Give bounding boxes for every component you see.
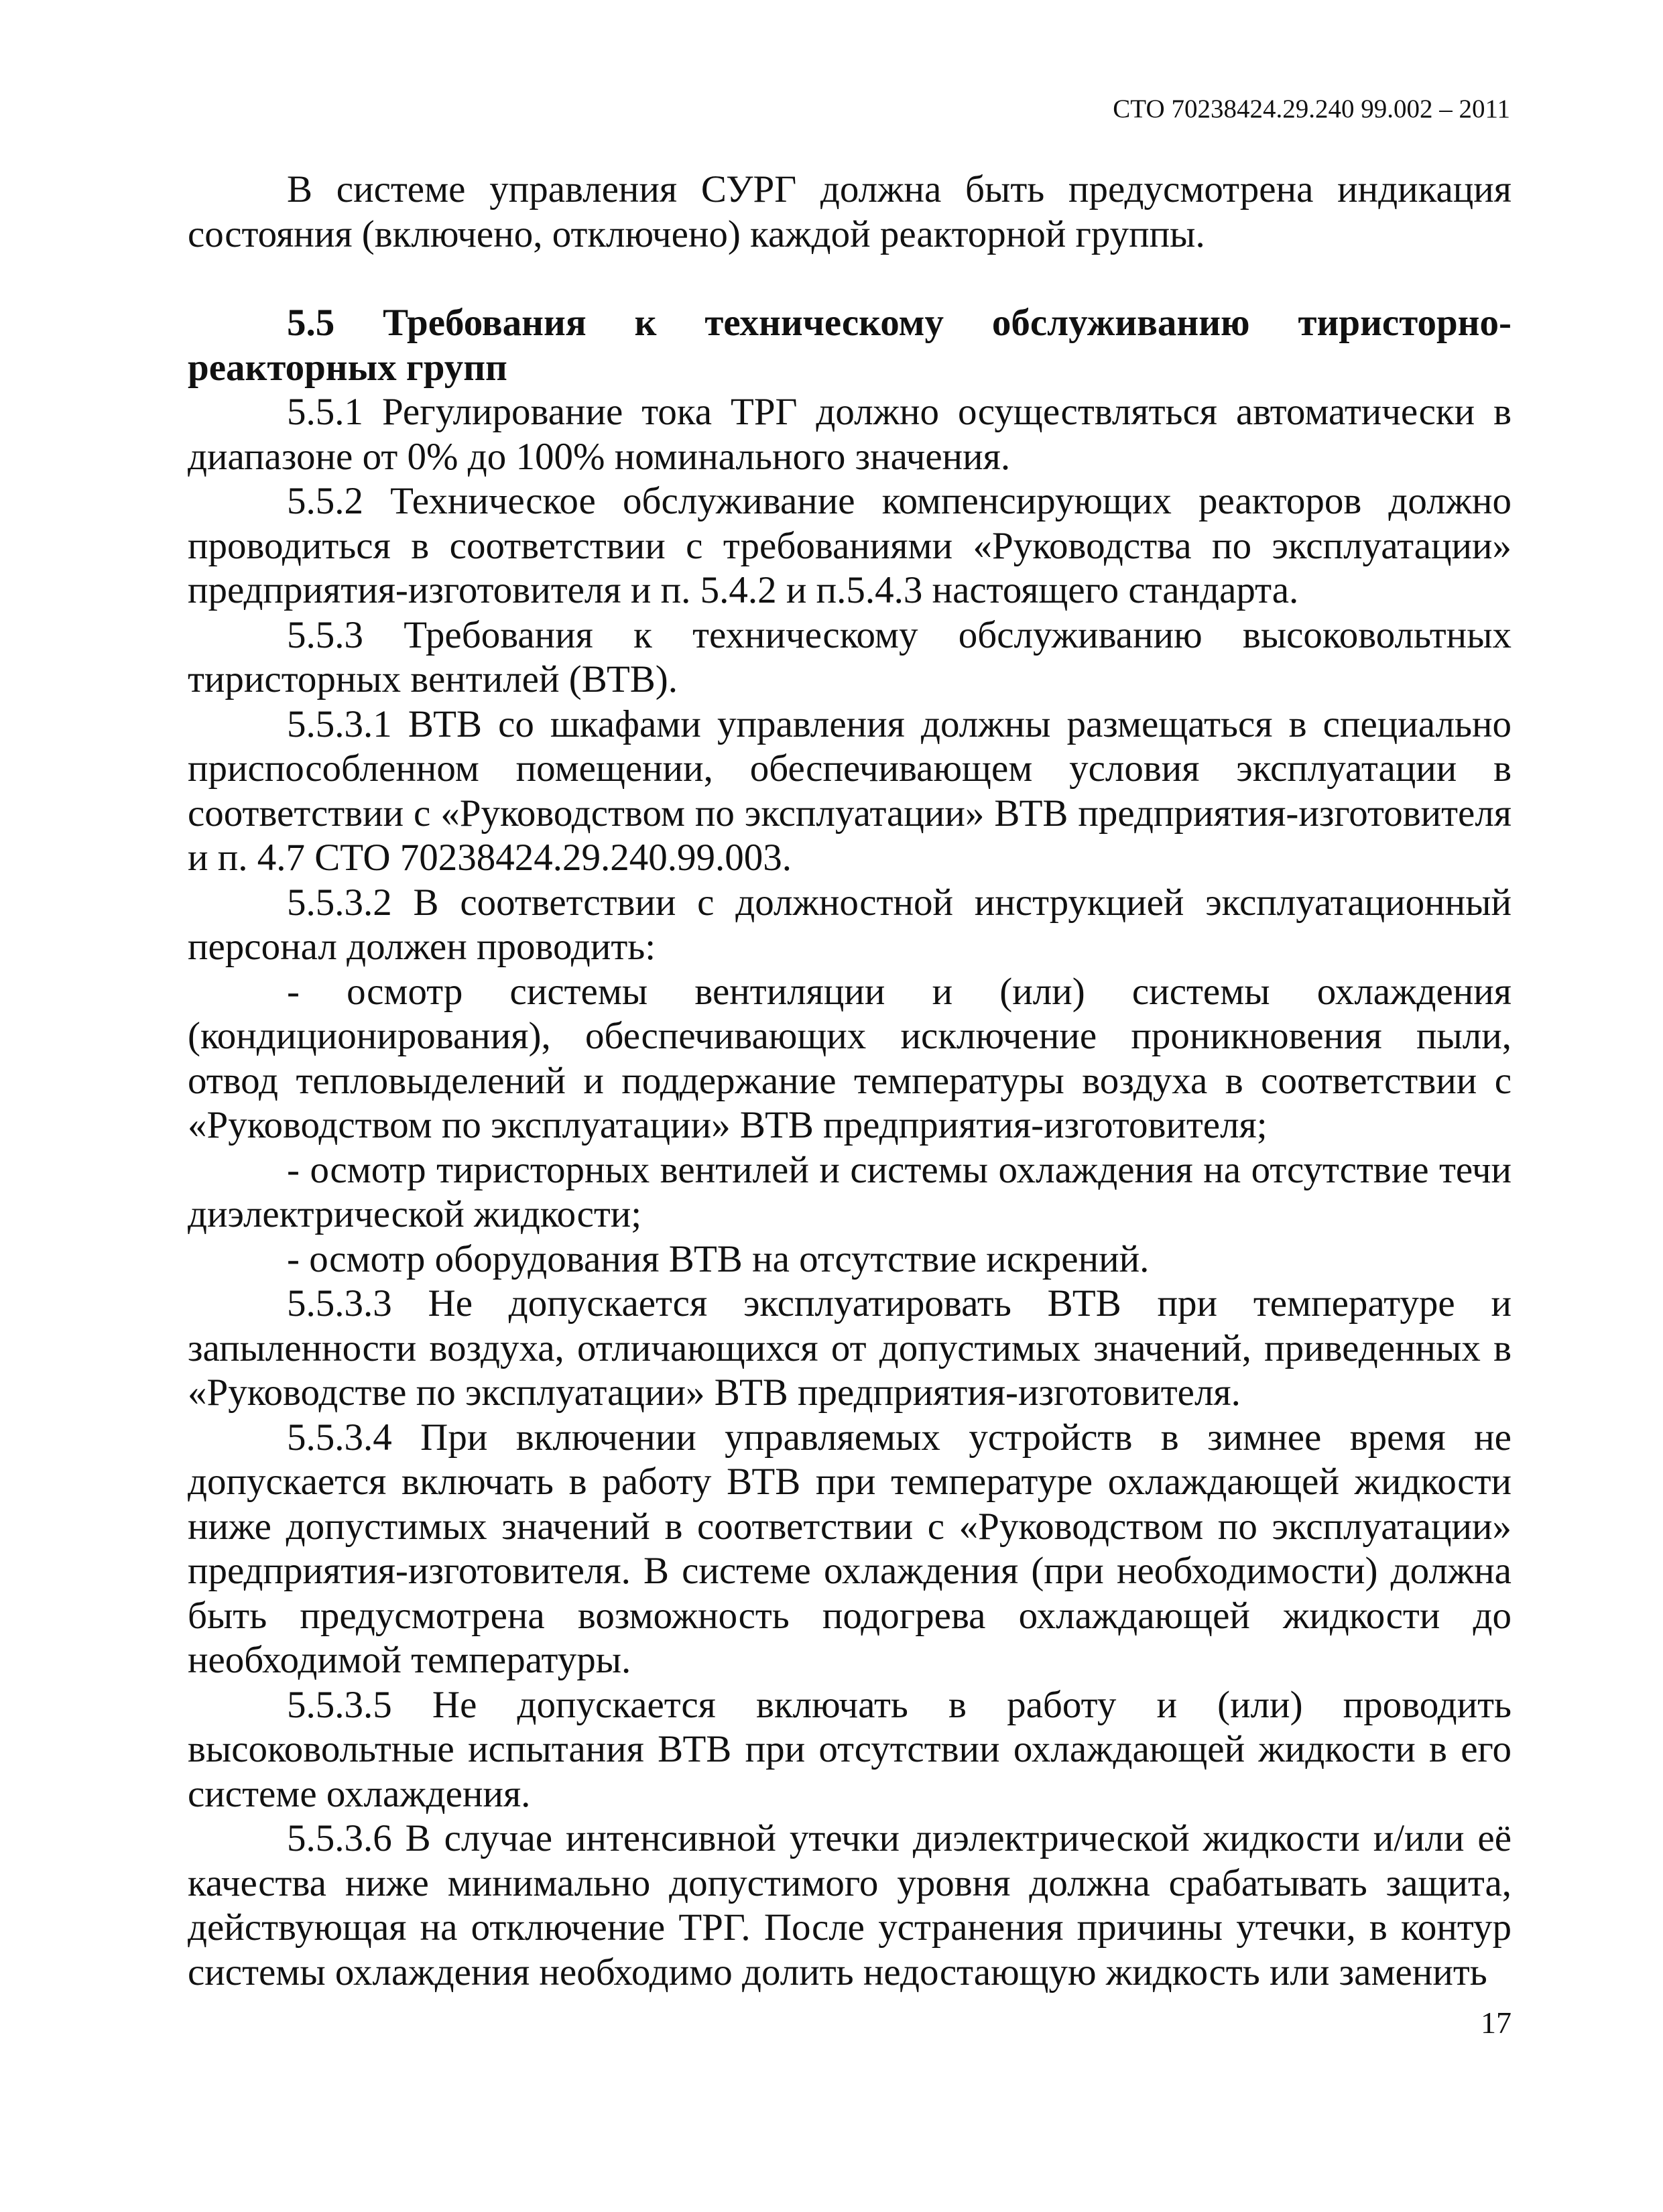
paragraph-5-5-3: 5.5.3 Требования к техническому обслуживанию высоковольтных тиристорных вентилей (ВТВ). bbox=[188, 613, 1512, 700]
paragraph-5-5-3-1: 5.5.3.1 ВТВ со шкафами управления должны размещаться в специально приспособленном помещении, обеспечивающем условия эксплуатации в соответствии с «Руководством по эксплуатации» ВТВ предприятия-изготовителя и п. 4.7 СТО 70238424.29.240.99.003. bbox=[188, 702, 1512, 879]
page-header-doc-code: СТО 70238424.29.240 99.002 – 2011 bbox=[1113, 95, 1510, 123]
section-heading-5-5: 5.5 Требования к техническому обслуживанию тиристорно-реакторных групп bbox=[188, 302, 1512, 389]
paragraph-5-5-1: 5.5.1 Регулирование тока ТРГ должно осуществляться автоматически в диапазоне от 0% до 100% номинального значения. bbox=[188, 391, 1512, 478]
page-number: 17 bbox=[1481, 2006, 1512, 2040]
paragraph-5-5-3-2: 5.5.3.2 В соответствии с должностной инструкцией эксплуатационный персонал должен проводить: bbox=[188, 881, 1512, 968]
paragraph-5-5-2: 5.5.2 Техническое обслуживание компенсирующих реакторов должно проводиться в соответствии с требованиями «Руководства по эксплуатации» предприятия-изготовителя и п. 5.4.2 и п.5.4.3 настоящего стандарта. bbox=[188, 480, 1512, 611]
paragraph-5-5-3-3: 5.5.3.3 Не допускается эксплуатировать ВТВ при температуре и запыленности воздуха, отличающихся от допустимых значений, приведенных в «Руководстве по эксплуатации» ВТВ предприятия-изготовителя. bbox=[188, 1282, 1512, 1414]
document-body bbox=[188, 168, 1512, 1995]
list-item-thyristor-valves: - осмотр тиристорных вентилей и системы охлаждения на отсутствие течи диэлектрической жидкости; bbox=[188, 1148, 1512, 1235]
paragraph-5-5-3-4: 5.5.3.4 При включении управляемых устройств в зимнее время не допускается включать в работу ВТВ при температуре охлаждающей жидкости ниже допустимых значений в соответствии с «Руководством по эксплуатации» предприятия-изготовителя. В системе охлаждения (при необходимости) должна быть предусмотрена возможность подогрева охлаждающей жидкости до необходимой температуры. bbox=[188, 1416, 1512, 1681]
list-item-ventilation: - осмотр системы вентиляции и (или) системы охлаждения (кондиционирования), обеспечивающих исключение проникновения пыли, отвод тепловыделений и поддержание температуры воздуха в соответствии с «Руководством по эксплуатации» ВТВ предприятия-изготовителя; bbox=[188, 970, 1512, 1146]
list-item-sparking: - осмотр оборудования ВТВ на отсутствие искрений. bbox=[287, 1237, 1150, 1280]
paragraph-5-5-3-5: 5.5.3.5 Не допускается включать в работу и (или) проводить высоковольтные испытания ВТВ при отсутствии охлаждающей жидкости в его системе охлаждения. bbox=[188, 1683, 1512, 1815]
paragraph-5-5-3-6: 5.5.3.6 В случае интенсивной утечки диэлектрической жидкости и/или её качества ниже минимально допустимого уровня должна срабатывать защита, действующая на отключение ТРГ. После устранения причины утечки, в контур системы охлаждения необходимо долить недостающую жидкость или заменить bbox=[188, 1817, 1512, 1993]
paragraph-indication: В системе управления СУРГ должна быть предусмотрена индикация состояния (включено, отключено) каждой реакторной группы. bbox=[188, 168, 1512, 255]
